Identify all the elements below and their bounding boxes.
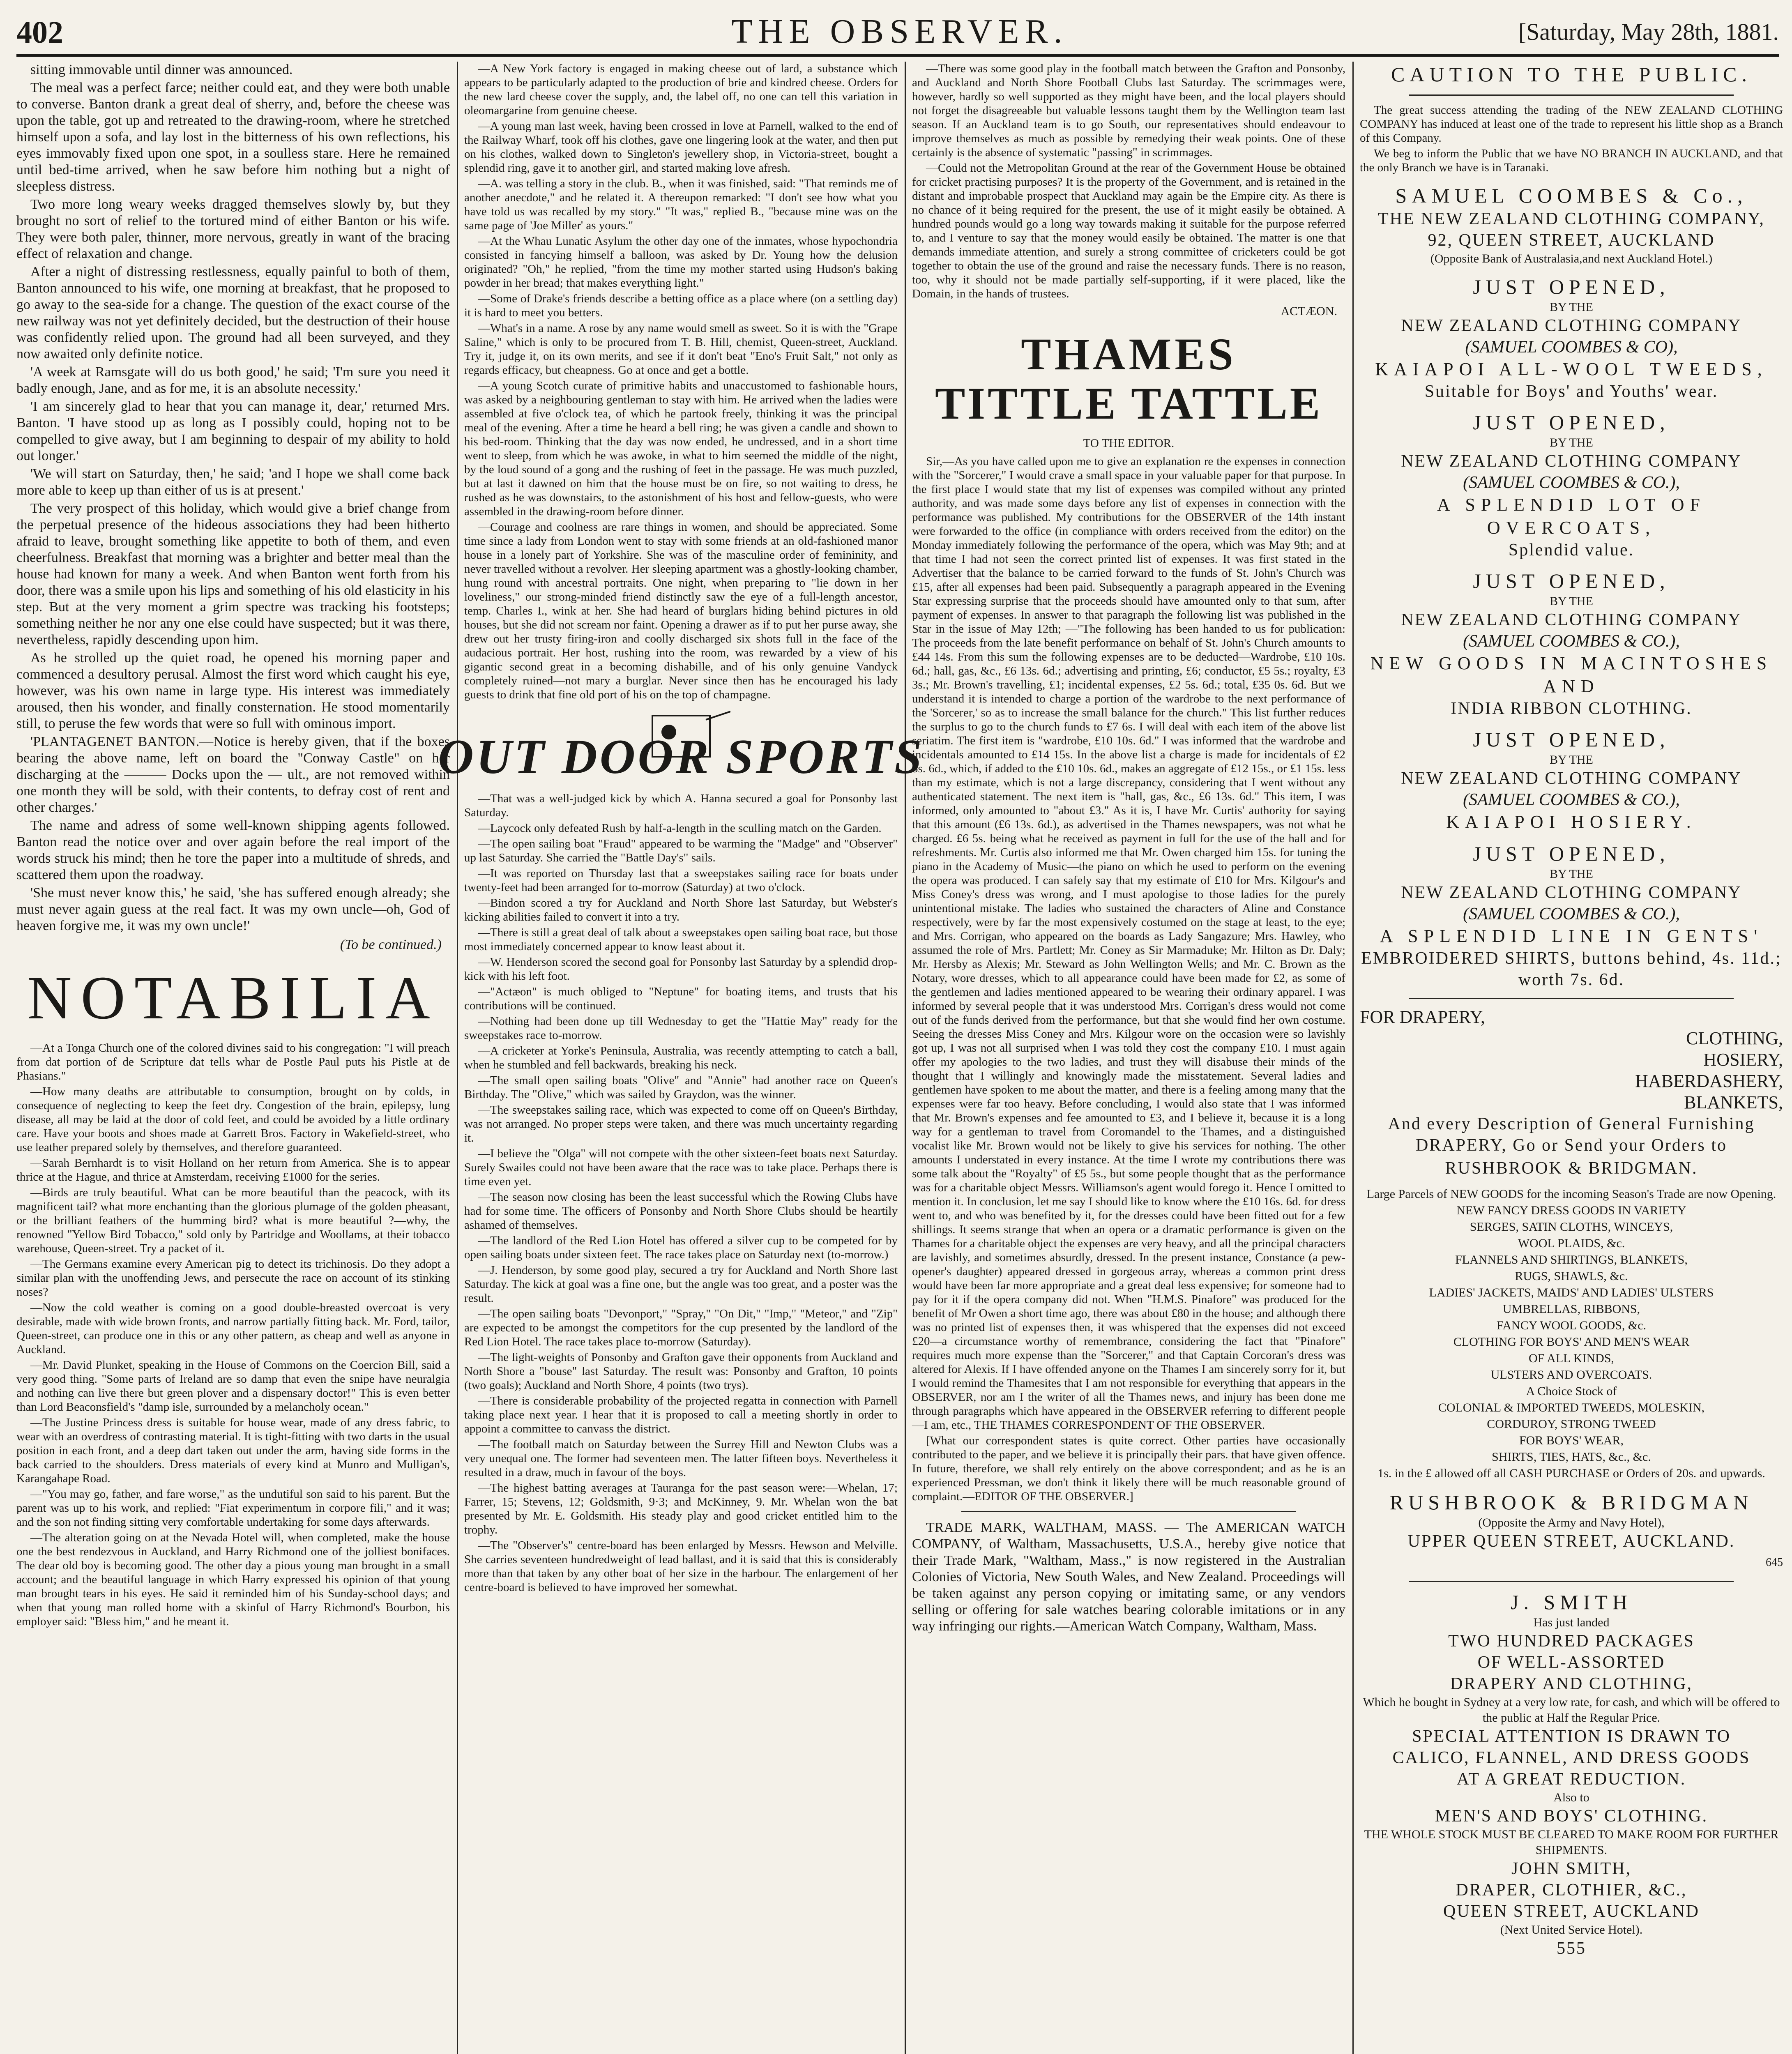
column-1 <box>16 62 450 2054</box>
story-paragraph: After a night of distressing restlessness, equally painful to both of them, Banton announced to his wife, one morning at breakfast, that he proposed to go away to the sea-side for a change. The question of the exact course of the new railway was not yet definitely decided, but the destruction of their house was confidently relied upon. The ground had all been surveyed, and they now awaited only definite notice. <box>16 264 450 362</box>
to-be-continued: (To be continued.) <box>340 937 442 952</box>
just-opened-ad <box>1360 410 1783 561</box>
sports-item: —The football match on Saturday between the Surrey Hill and Newton Clubs was a very unequal one. The former had seventeen men. The latter fifteen boys. Nevertheless it resulted in a draw, much in favour of the boys. <box>464 1438 898 1479</box>
smith-line: CALICO, FLANNEL, AND DRESS GOODS <box>1392 1748 1751 1767</box>
ad-item: NEW GOODS IN MACINTOSHES AND <box>1370 653 1773 696</box>
ad-item: A SPLENDID LINE IN GENTS' <box>1380 926 1763 946</box>
signature-acteon: ACTÆON. <box>1281 304 1337 318</box>
sports-item: —There is still a great deal of talk about a sweepstakes open sailing boat race, but those most immediately concerned appear to know least about it. <box>464 926 898 953</box>
smith-line: DRAPERY AND CLOTHING, <box>1450 1674 1693 1693</box>
misc-item: —A. was telling a story in the club. B., when it was finished, said: "That reminds me of another anecdote," and he related it. A thereupon remarked: "I don't see how what you have told us was recalled by my story." "It was," replied B., "because mine was on the same page of 'Joe Miller' as yours." <box>464 177 898 232</box>
to-the-editor: TO THE EDITOR. <box>1083 437 1175 450</box>
smith-line: Also to <box>1553 1791 1589 1804</box>
ad-sub: (SAMUEL COOMBES & CO.), <box>1463 632 1680 651</box>
drapery-goods-line: SHIRTS, TIES, HATS, &c., &c. <box>1492 1450 1651 1464</box>
letter-paragraph: Sir,—As you have called upon me to give an explanation re the expenses in connection with the "Sorcerer," I would crave a small space in your valuable paper for that purpose. In the first place I would state that my list of expenses was compiled without any printed authority, and was made some days before any list of expenses in connection with the performance was published. My contributions for the OBSERVER of the 14th instant were forwarded to the office (in compliance with orders received from the editor) on the Monday immediately following the performance of the opera, which was May 9th; and at that time I had not seen the correct printed list of expenses. It was first stated in the Advertiser that the balance to be carried forward to the funds of St. John's Church was £15, after all expenses had been paid. Subsequently a paragraph appeared in the Evening Star expressing surprise that the proceeds should have amounted only to that sum, after payment of expenses. In answer to that paragraph the following list was published in the Star in the issue of May 12th; —"The following has been handed to us for publication: The proceeds from the late benefit performance on behalf of St. John's Church amounts to £44 14s. From this sum the following expenses are to be deducted—Wardrobe, £10 10s. 6d.; hall, gas, &c., £6 13s. 6d.; advertising and printing, £6; conductor, £5 5s.; royalty, £3 3s.; Mr. Brown's travelling, £1; incidental expenses, £2 5s. 6d.; total, £35 0s. 6d. But we understand it is intended to charge a portion of the wardrobe to the next performance of the 'Sorcerer,' so as to increase the small balance for the church." This list further reduces the surplus to go to the church funds to £7 6s. I will deal with each item of the above list seriatim. The first item is "wardrobe, £10 10s. 6d." I was informed that the wardrobe and incidentals amounted to £14 15s. In the above list a charge is made for incidentals of £2 5s. 6d., which, if added to the £10 10s. 6d., makes an aggregate of £12 15s., or £1 15s. less than my estimate, which is not a large discrepancy, considering that I went without any authenticated statement. The next item is "hall, gas, &c., £6 13s. 6d." This item, I was informed, only amounted to "about £3." As it is, I have Mr. Curtis' authority for saying that this amount (£6 13s. 6d.), as advertised in the Thames newspapers, was not what he charged. £6 5s. being what he received as payment in full for the use of the hall and for refreshments. Mr. Curtis also informed me that Mr. Owen charged him 15s. for tuning the piano in the Academy of Music—the piano on which he used to perform on the evening the opera was produced. I can safely say that my estimate of £10 for Mrs. Kilgour's and Miss Coney's dress was wrong, and I must apologise to those ladies for the purely unintentional mistake. The ladies who sustained the characters of Aline and Constance respectively, were by far the most expensively costumed on the stage at least, to the eye; and Mrs. Corrigan, who appeared on the boards as Lady Sangazure; Mrs. Hawley, who assumed the role of Mrs. Partlett; Mr. Coney as Sir Marmaduke; Mr. Hilton as Dr. Daly; Mr. Hersby as Alexis; Mr. Steward as John Wellington Wells; and Mr. C. Brown as the Notary, wore dresses, which to all appearance could have been made for £2, as some of the gentlemen and ladies mentioned appeared to be wearing their ordinary apparel. I was informed by several people that it was understood Mrs. Corrigan's dress would not come out of the funds derived from the performance, but that she would find her own costume. Seeing the dresses Miss Coney and Mrs. Kilgour wore on the occasion were so lavishly got up, I was not all surprised when I was told they cost the company £10. I must again offer my apologies to the two ladies, and trust they will disabuse their minds of the thought that I willingly and knowingly made the misstatement. Several ladies and gentlemen have spoken to me about the matter, and there is a feeling among many that the expenses were far too heavy. Before concluding, I would also state that I was informed that Mr. Brown's expenses and fee amounted to £3, and I believe it, because it is a long way for a gentleman to travel from Coromandel to the Thames, and a distinguished vocalist like Mr. Brown would not be likely to give his services for nothing. The other amounts I understated in every instance. At the time I wrote my contributions there was some talk about the "Royalty" of £5 5s., but some people thought that as the performance was for a charitable object Messrs. Williamson's agent would forego it. Hence I omitted to mention it. In conclusion, let me say I should like to know where the £10 16s. 6d. for dress went to, and who was benefited by it, for the dresses could have been fitted out for a few shillings. It seems strange that when an opera or a dramatic performance is given on the Thames for a charitable object the expenses are very heavy, and all the principal characters are lavishly, and sometimes absurdly, dressed. In the present instance, Constance (a pew-opener's daughter) appeared dressed in gorgeous array, whereas a common print dress would have been far more appropriate and a great deal less expensive; for someone had to pay for it if the opera company did not. When "H.M.S. Pinafore" was produced for the benefit of Mr Owen a short time ago, there was about £80 in the house; and although there was no printed list of expenses then, it was whispered that the expenses did not exceed £20—a circumstance worthy of remembrance, considering the fact that "Pinafore" requires much more expense than the "Sorcerer," and that Captain Corcoran's dress was altered for Alexis. If I have offended anyone on the Thames I am sincerely sorry for it, but I would remind the Thamesites that I am not responsible for everything that appears in the OBSERVER, nor am I the writer of all the Thames news, and injury has been done me through paragraphs which have appeared in the OBSERVER referring to different people—I am, etc., THE THAMES CORRESPONDENT OF THE OBSERVER. <box>912 455 1345 1432</box>
drapery-goods-line: NEW FANCY DRESS GOODS IN VARIETY <box>1456 1204 1686 1217</box>
notabilia-item: —How many deaths are attributable to consumption, brought on by colds, in consequence of neglecting to keep the feet dry. Congestion of the brain, epilepsy, lung disease, all may be laid at the door of cold feet, and could be avoided by a little ordinary care. Have your boots and shoes made at Garrett Bros. Factory in Wakefield-street, who use leather prepared solely by themselves, and therefore guaranteed. <box>16 1085 450 1154</box>
divider <box>1409 998 1734 999</box>
story-paragraph: The very prospect of this holiday, which would give a brief change from the perpetual presence of the hideous associations they had been hitherto afraid to leave, brought something like appetite to both of them, and even cheerfulness. Breakfast that morning was a brighter and better meal than the house had known for many a week. And when Banton went forth from his door, there was a smile upon his lips and something of his old elasticity in his step. But at the very moment a grim spectre was tracking his footsteps; something neither he nor any one else could have suspected; but it was there, nevertheless, rapidly descending upon him. <box>16 501 450 647</box>
smith-line: (Next United Service Hotel). <box>1500 1923 1643 1937</box>
drapery-line: BLANKETS, <box>1684 1092 1783 1112</box>
notabilia-item: —The Germans examine every American pig to detect its trichinosis. Do they adopt a similar plan with the unoffending Jews, and persecute the race on account of its stinking noses? <box>16 1257 450 1299</box>
sports-items <box>464 792 898 1594</box>
drapery-goods-line: CLOTHING FOR BOYS' AND MEN'S WEAR <box>1453 1335 1690 1349</box>
ad-head: JUST OPENED, <box>1473 275 1670 298</box>
column-2 <box>438 62 924 2054</box>
caution-paragraph: The great success attending the trading of the NEW ZEALAND CLOTHING COMPANY has induced at least one of the trade to represent his little shop as a Branch of this Company. <box>1360 104 1783 145</box>
ad-extra: EMBROIDERED SHIRTS, buttons behind, 4s. 11d.; worth 7s. 6d. <box>1361 949 1782 989</box>
ad-co: NEW ZEALAND CLOTHING COMPANY <box>1401 452 1742 471</box>
masthead-title: THE OBSERVER. <box>731 12 1068 51</box>
smith-line: Which he bought in Sydney at a very low rate, for cash, and which will be offered to the public at Half the Regular Price. <box>1363 1695 1780 1725</box>
sports-item: —A cricketer at Yorke's Peninsula, Australia, was recently attempting to catch a ball, when he stumbled and fell backwards, breaking his neck. <box>464 1044 898 1071</box>
smith-line: TWO HUNDRED PACKAGES <box>1448 1632 1695 1651</box>
thames-tittle-tattle-banner <box>912 329 1345 428</box>
notabilia-item: —Sarah Bernhardt is to visit Holland on her return from America. She is to appear thrice at the Hague, and thrice at Amsterdam, receiving £1000 for the series. <box>16 1156 450 1184</box>
story-paragraph: 'I am sincerely glad to hear that you can manage it, dear,' returned Mrs. Banton. 'I have stood up as long as I possibly could, hoping not to be compelled to give away, but I am beginning to despair of my ability to hold out longer.' <box>16 399 450 463</box>
outdoor-sports-title: OUT DOOR SPORTS <box>438 729 924 784</box>
drapery-goods-line: ULSTERS AND OVERCOATS. <box>1490 1368 1652 1382</box>
misc-item: —What's in a name. A rose by any name would smell as sweet. So it is with the "Grape Saline," which is only to be procured from T. B. Hill, chemist, Queen-street, Auckland. Try it, judge it, on its own merits, and see if it don't beat "Eno's Fruit Salt," not only as regards efficacy, but cheapness. Go at once and get a bottle. <box>464 322 898 377</box>
sports-continued <box>912 62 1345 301</box>
drapery-goods-line: FLANNELS AND SHIRTINGS, BLANKETS, <box>1455 1253 1688 1266</box>
column-4 <box>1360 62 1783 2054</box>
coombes-location: (Opposite Bank of Australasia,and next Auckland Hotel.) <box>1430 252 1713 265</box>
ad-head: JUST OPENED, <box>1473 728 1670 751</box>
sports-item: —The highest batting averages at Tauranga for the past season were:—Whelan, 17; Farrer, 15; Stevens, 12; Goldsmith, 9·3; and McKinney, 9. Mr. Whelan won the bat presented by Mr. E. Goldsmith. His steady play and good cricket entitled him to the trophy. <box>464 1481 898 1536</box>
ad-sub: (SAMUEL COOMBES & CO.), <box>1463 790 1680 809</box>
misc-item: —A young man last week, having been crossed in love at Parnell, walked to the end of the Railway Wharf, took off his clothes, gave one lingering look at the water, and then put on his clothes, walked down to Singleton's jewellery shop, in Victoria-street, bought a splendid ring, gave it to another girl, and started making love afresh. <box>464 120 898 175</box>
ad-co: NEW ZEALAND CLOTHING COMPANY <box>1401 316 1742 335</box>
ad-by: BY THE <box>1550 594 1593 608</box>
drapery-goods-line: WOOL PLAIDS, &c. <box>1518 1237 1625 1250</box>
caution-heading: CAUTION TO THE PUBLIC. <box>1391 63 1752 86</box>
misc-item: —At the Whau Lunatic Asylum the other day one of the inmates, whose hypochondria consisted in fancying himself a balloon, was asked by Dr. Young how the delusion originated? "Oh," he replied, "from the time my mother started using Hudson's baking powder in her bread; that makes everything light." <box>464 235 898 290</box>
rushbrook-address: UPPER QUEEN STREET, AUCKLAND. <box>1407 1532 1735 1551</box>
drapery-goods-line: FOR BOYS' WEAR, <box>1519 1434 1624 1447</box>
ad-sub: (SAMUEL COOMBES & CO), <box>1465 338 1678 357</box>
sports-item: —The light-weights of Ponsonby and Grafton gave their opponents from Auckland and North Shore a "bouse" last Saturday. The result was: Ponsonby and Grafton, 10 points (two goals); Auckland and North Shore, 4 points (two trys). <box>464 1351 898 1392</box>
drapery-paragraph: And every Description of General Furnishing DRAPERY, Go or Send your Orders to <box>1388 1115 1755 1155</box>
issue-date: [Saturday, May 28th, 1881. <box>1518 18 1779 45</box>
smith-line: MEN'S AND BOYS' CLOTHING. <box>1435 1807 1708 1826</box>
sports-item: —J. Henderson, by some good play, secured a try for Auckland and North Shore last Saturday. The kick at goal was a fine one, but the angle was too great, and a poster was the result. <box>464 1264 898 1305</box>
drapery-ad <box>1360 1006 1783 1113</box>
sports-item: —The season now closing has been the least successful which the Rowing Clubs have had for some time. The officers of Ponsonby and North Shore Clubs should be heartily ashamed of themselves. <box>464 1190 898 1232</box>
divider <box>1409 1581 1734 1582</box>
notabilia-item: —At a Tonga Church one of the colored divines said to his congregation: "I will preach from dat portion of de Scripture dat tells whar de Postle Paul puts his Pistle at de Phasians." <box>16 1041 450 1082</box>
story-paragraph: sitting immovable until dinner was announced. <box>30 62 293 77</box>
ad-by: BY THE <box>1550 300 1593 314</box>
sports-item: —It was reported on Thursday last that a sweepstakes sailing race for boats under twenty-feet had been arranged for to-morrow (Saturday) at two o'clock. <box>464 867 898 894</box>
notabilia-item: —Birds are truly beautiful. What can be more beautiful than the peacock, with its magnificent tail? what more enchanting than the glorious plumage of the golden pheasant, or the brilliant feathers of the humming bird? what is more beautiful ?—why, the renowned "Yellow Bird Tobacco," sold only by Partridge and Woollams, at their tobacco warehouse, Queen-street. Try a packet of it. <box>16 1186 450 1255</box>
drapery-goods-line: SERGES, SATIN CLOTHS, WINCEYS, <box>1470 1220 1673 1234</box>
drapery-goods-list <box>1360 1186 1783 1481</box>
ad-extra: Splendid value. <box>1508 541 1635 560</box>
header-rule <box>16 54 1779 57</box>
story-continuation <box>16 62 450 934</box>
ad-head: JUST OPENED, <box>1473 842 1670 865</box>
sports-item: —I believe the "Olga" will not compete with the other sixteen-feet boats next Saturday. Surely Swailes could not have been aware that the race was to take place. Perhaps there is time even yet. <box>464 1147 898 1188</box>
ad-item: KAIAPOI ALL-WOOL TWEEDS, <box>1375 359 1768 379</box>
drapery-goods-line: RUGS, SHAWLS, &c. <box>1515 1269 1628 1283</box>
drapery-line: CLOTHING, <box>1686 1028 1783 1048</box>
drapery-goods-line: OF ALL KINDS, <box>1528 1352 1615 1365</box>
story-paragraph: Two more long weary weeks dragged themselves slowly by, but they brought no sort of relief to the tortured mind of either Banton or his wife. They were both paler, thinner, more nervous, greatly in want of the bracing effect of relaxation and change. <box>16 197 450 261</box>
trade-mark-notice: TRADE MARK, WALTHAM, MASS. — The AMERICAN WATCH COMPANY, of Waltham, Massachusetts, U.S.A., hereby give notice that their Trade Mark, "Waltham, Mass.," is now registered in the Australian Colonies of Victoria, New South Wales, and New Zealand. Proceedings will be taken against any person copying or imitating same, or any vendors selling or offering for sale watches bearing colorable imitations or in any way infringing our rights.—American Watch Company, Waltham, Mass. <box>912 1520 1345 1634</box>
story-paragraph: 'PLANTAGENET BANTON.—Notice is hereby given, that if the boxes bearing the above name, left on board the "Conway Castle" on her discharging at the ——— Docks upon the — ult., are not removed within one month they will be sold, with their contents, to defray cost of rent and other charges.' <box>16 734 450 815</box>
outdoor-sports-banner <box>438 712 924 784</box>
notabilia-title: NOTABILIA <box>27 964 439 1032</box>
smith-line: 555 <box>1557 1939 1586 1958</box>
outdoor-sports-illustration <box>438 712 924 784</box>
column-divider <box>905 62 906 2054</box>
drapery-goods-line: LADIES' JACKETS, MAIDS' AND LADIES' ULSTERS <box>1429 1286 1714 1299</box>
sports-item: —There was some good play in the football match between the Grafton and Ponsonby, and Auckland and North Shore Football Clubs last Saturday. The scrimmages were, however, hardly so well supported as they might have been, and the local players should not forget the disagreeable but valuable lessons taught them by the Wellington team last season. If an Auckland team is to go South, our representatives should endeavour to improve themselves as much as possible by remedying their weak points. One of these certainly is the absence of systematic "passing" in scrimmages. <box>912 62 1345 159</box>
drapery-line: FOR DRAPERY, <box>1360 1007 1485 1027</box>
sports-item: —The "Observer's" centre-board has been enlarged by Messrs. Hewson and Melville. She carries seventeen hundredweight of lead ballast, and it is said that this is considerably more than that taken by any other boat of her size in the harbour. The enlargement of her centre-board is believed to have improved her somewhat. <box>464 1539 898 1594</box>
notabilia-items <box>16 1041 450 1628</box>
notabilia-item: —Now the cold weather is coming on a good double-breasted overcoat is very desirable, made with wide brown fronts, and narrow partially fitting back. Mr. Ford, tailor, Queen-street, can produce one in this or any other pattern, as cheap and well as anyone in Auckland. <box>16 1301 450 1356</box>
story-paragraph: The meal was a perfect farce; neither could eat, and they were both unable to converse. Banton drank a great deal of sherry, and, before the cheese was upon the table, got up and retreated to the drawing-room, where he stretched himself upon a sofa, and lay lost in the bitterness of his own reflections, his eyes immovably fixed upon one spot, in a soulless stare. Here he remained until bed-time arrived, when he saw before him nothing but a night of sleepless distress. <box>16 80 450 194</box>
sports-item: —Laycock only defeated Rush by half-a-length in the sculling match on the Garden. <box>478 822 882 835</box>
column-divider <box>457 62 458 2054</box>
just-opened-ad <box>1360 568 1783 719</box>
smith-line: DRAPER, CLOTHIER, &C., <box>1456 1881 1687 1900</box>
coombes-company: THE NEW ZEALAND CLOTHING COMPANY, <box>1378 210 1765 228</box>
smith-line: SPECIAL ATTENTION IS DRAWN TO <box>1412 1727 1731 1746</box>
just-opened-ad <box>1360 727 1783 834</box>
drapery-firm: RUSHBROOK & BRIDGMAN. <box>1445 1159 1698 1178</box>
ad-item: KAIAPOI HOSIERY. <box>1446 812 1697 832</box>
ad-extra: INDIA RIBBON CLOTHING. <box>1451 699 1692 718</box>
drapery-goods-line: 1s. in the £ allowed off all CASH PURCHASE or Orders of 20s. and upwards. <box>1377 1467 1765 1480</box>
tittle-tattle-title: TITTLE TATTLE <box>935 378 1323 428</box>
sports-item: —The small open sailing boats "Olive" and "Annie" had another race on Queen's Birthday. The "Olive," which was sailed by Graydon, was the winner. <box>464 1074 898 1101</box>
drapery-goods-line: CORDUROY, STRONG TWEED <box>1487 1417 1656 1431</box>
column-divider <box>1352 62 1354 2054</box>
page-header <box>16 12 1779 51</box>
smith-line: JOHN SMITH, <box>1511 1859 1631 1878</box>
just-opened-ad <box>1360 841 1783 990</box>
just-opened-ads <box>1360 274 1783 990</box>
story-paragraph: 'She must never know this,' he said, 'she has suffered enough already; she must never again guess at the real fact. It was my own uncle—oh, God of heaven forgive me, it was my own uncle!' <box>16 885 450 933</box>
misc-item: —A New York factory is engaged in making cheese out of lard, a substance which appears to be particularly adapted to the production of brie and kindred cheese. Orders for the new lard cheese cover the supply, and, the label off, no one can tell this variation in oleomargarine from genuine cheese. <box>464 62 898 117</box>
smith-line: THE WHOLE STOCK MUST BE CLEARED TO MAKE ROOM FOR FURTHER SHIPMENTS. <box>1364 1828 1779 1857</box>
notabilia-item: —The alteration going on at the Nevada Hotel will, when completed, make the house one the best rendezvous in Auckland, and Harry Richmond one of the jolliest bonifaces. The dear old boy is becoming good. The other day a pious young man brought in a small account; and the beautiful language in which Harry expressed his opinion of that young man brought tears in his eyes. He said it reminded him of his Sunday-school days; and when that young man rolled home with a skinful of Harry Richmond's Bourbon, his employer said: "Bless him," and he meant it. <box>16 1531 450 1628</box>
drapery-line: HABERDASHERY, <box>1635 1071 1783 1091</box>
sports-item: —The open sailing boats "Devonport," "Spray," "On Dit," "Imp," "Meteor," and "Zip" are expected to be amongst the competitors for the cup presented by the landlord of the Red Lion Hotel. The race takes place to-morrow (Saturday). <box>464 1307 898 1348</box>
misc-item: —A young Scotch curate of primitive habits and unaccustomed to fashionable hours, was asked by a neighbouring gentleman to stay with him. He arrived when the ladies were assembled at five o'clock tea, of which he partook freely, thinking it was the principal meal of the evening. After a time he heard a bell ring; he was given a candle and shown to his bed-room. Thinking that the day was now ended, he undressed, and in a short time went to sleep, from which he was awoke, in what to him seemed the middle of the night, by the loud sound of a gong and the rushing of feet in the passage. He was much puzzled, but at last it dawned on him that the house must be on fire, so not waiting to dress, he rushed as he was downstairs, to the astonishment of his host and fellow-guests, who were assembled in the drawing-room before dinner. <box>464 379 898 518</box>
drapery-line: HOSIERY, <box>1703 1050 1783 1070</box>
story-paragraph: 'A week at Ramsgate will do us both good,' he said; 'I'm sure you need it badly enough, Jane, and as for me, it is an absolute necessity.' <box>16 364 450 396</box>
caution-paragraph: We beg to inform the Public that we have NO BRANCH IN AUCKLAND, and that the only Branch we have is in Taranaki. <box>1360 147 1783 174</box>
ad-head: JUST OPENED, <box>1473 569 1670 592</box>
thames-title: THAMES <box>1021 329 1237 379</box>
ad-co: NEW ZEALAND CLOTHING COMPANY <box>1401 610 1742 629</box>
letter-paragraph: [What our correspondent states is quite correct. Other parties have occasionally contributed to the paper, and we believe it is principally their pars. that have given offence. In future, therefore, we shall rely entirely on the above correspondent; and as he is an experienced Pressman, we don't think it likely there will be much reasonable ground of complaint.—EDITOR OF THE OBSERVER.] <box>912 1434 1345 1503</box>
ad-by: BY THE <box>1550 867 1593 881</box>
ad-extra: Suitable for Boys' and Youths' wear. <box>1424 382 1718 401</box>
sports-item: —There is considerable probability of the projected regatta in connection with Parnell taking place next year. I hear that it is proposed to call a meeting shortly in order to appoint a committee to canvass the district. <box>464 1394 898 1435</box>
smith-ad <box>1360 1615 1783 1959</box>
rushbrook-location: (Opposite the Army and Navy Hotel), <box>1478 1516 1665 1529</box>
sports-item: —The open sailing boat "Fraud" appeared to be warming the "Madge" and "Observer" up last Saturday. She carried the "Battle Day's" sails. <box>464 837 898 864</box>
ad-by: BY THE <box>1550 436 1593 449</box>
sports-item: —Bindon scored a try for Auckland and North Shore last Saturday, but Webster's kicking abilities failed to convert it into a try. <box>464 896 898 923</box>
coombes-address: 92, QUEEN STREET, AUCKLAND <box>1428 231 1715 250</box>
story-paragraph: 'We will start on Saturday, then,' he said; 'and I hope we shall come back more able to keep up than either of us is at present.' <box>16 466 450 498</box>
sports-item: —Could not the Metropolitan Ground at the rear of the Government House be obtained for cricket practising purposes? It is the property of the Government, and is retained in the distant and improbable prospect that Auckland may again be the Empire city. As there is no chance of it being required for the present, the use of it might easily be obtained. A hundred pounds would go a long way towards making it suitable for the purpose referred to, and I venture to say that the money would easily be obtained. The matter is one that demands immediate attention, and surely a strong committee of cricketers could be got together to obtain the use of the ground and raise the necessary funds. There is no reason, too, why it should not be made partially self-supporting, if it were placed, like the Domain, in the hands of trustees. <box>912 161 1345 300</box>
ad-number: 645 <box>1766 1556 1783 1569</box>
drapery-goods-line: Large Parcels of NEW GOODS for the incoming Season's Trade are now Opening. <box>1366 1187 1776 1201</box>
letter-to-editor <box>912 454 1345 1504</box>
ad-by: BY THE <box>1550 753 1593 767</box>
smith-line: QUEEN STREET, AUCKLAND <box>1443 1902 1700 1921</box>
story-paragraph: As he strolled up the quiet road, he opened his morning paper and commenced a desultory perusal. Almost the first word which caught his eye, however, was his own name in large type. His interest was immediately aroused, then his wonder, and finally consternation. He stood momentarily still, to peruse the few words that were so full with ominous import. <box>16 650 450 731</box>
just-opened-ad <box>1360 274 1783 402</box>
ad-sub: (SAMUEL COOMBES & CO.), <box>1463 473 1680 492</box>
misc-items <box>464 62 898 702</box>
sports-item: —Nothing had been done up till Wednesday to get the "Hattie May" ready for the sweepstakes race to-morrow. <box>464 1015 898 1042</box>
divider <box>1409 94 1734 96</box>
coombes-name: SAMUEL COOMBES & Co., <box>1395 184 1748 207</box>
ad-head: JUST OPENED, <box>1473 411 1670 434</box>
drapery-goods-line: FANCY WOOL GOODS, &c. <box>1496 1319 1647 1332</box>
ad-sub: (SAMUEL COOMBES & CO.), <box>1463 905 1680 923</box>
sports-item: —The landlord of the Red Lion Hotel has offered a silver cup to be competed for by open sailing boats under sixteen feet. The race takes place on Saturday next (to-morrow.) <box>464 1234 898 1261</box>
smith-line: AT A GREAT REDUCTION. <box>1456 1770 1686 1789</box>
drapery-goods-line: COLONIAL & IMPORTED TWEEDS, MOLESKIN, <box>1438 1401 1705 1414</box>
smith-heading: J. SMITH <box>1510 1591 1633 1614</box>
sports-item: —"Actæon" is much obliged to "Neptune" for boating items, and trusts that his contributions will be continued. <box>464 985 898 1012</box>
notabilia-item: —Mr. David Plunket, speaking in the House of Commons on the Coercion Bill, said a very good thing. "Some parts of Ireland are so damp that even the snipe have neuralgia and nothing can live there but green plover and a dispensary doctor!" This is even better than Lord Beaconsfield's "damp isle, surrounded by a melancholy ocean." <box>16 1359 450 1414</box>
ad-co: NEW ZEALAND CLOTHING COMPANY <box>1401 883 1742 902</box>
smith-line: Has just landed <box>1533 1616 1610 1629</box>
page-number: 402 <box>16 15 63 50</box>
misc-item: —Some of Drake's friends describe a betting office as a place where (on a settling day) it is hard to meet you betters. <box>464 292 898 319</box>
notabilia-banner <box>16 963 450 1033</box>
column-3 <box>912 62 1345 2054</box>
rushbrook-name: RUSHBROOK & BRIDGMAN <box>1389 1491 1753 1514</box>
ad-item: A SPLENDID LOT OF OVERCOATS, <box>1437 495 1706 538</box>
misc-item: —Courage and coolness are rare things in women, and should be appreciated. Some time since a lady from London went to stay with some friends at an old-fashioned manor house in a lonely part of Yorkshire. She was of the masculine order of femininity, and never travelled without a revolver. Her sleeping apartment was a ghostly-looking chamber, hung round with ancestral portraits. One night, when preparing to "lie down in her loveliness," our strong-minded friend distinctly saw the eye of a full-length ancestor, temp. Charles I., wink at her. She had heard of burglars hiding behind pictures in old houses, but she did not scream nor faint. Opening a drawer as if to put her purse away, she drew out her trusty firing-iron and coolly discharged six shots full in the face of the audacious portrait. Her host, rushing into the room, was rewarded by a view of his gigantic second great in a becoming dishabille, and of his only genuine Vandyck completely ruined—not mary a burglar. Never since then has he encouraged his lady guests to drink that fine old port of his on the top of champagne. <box>464 520 898 701</box>
notabilia-item: —"You may go, father, and fare worse," as the undutiful son said to his parent. But the parent was up to his work, and replied: "Fiat experimentum in corpore fili," and it was; and the son not finding sitting very comfortable undertaking for some days afterwards. <box>16 1488 450 1529</box>
sports-item: —The sweepstakes sailing race, which was expected to come off on Queen's Birthday, was not arranged. No proper steps were taken, and there was much uncertainty regarding it. <box>464 1103 898 1144</box>
story-paragraph: The name and adress of some well-known shipping agents followed. Banton read the notice over and over again before the real import of the words struck his mind; then he tore the paper into a multitude of shreds, and scattered them upon the roadway. <box>16 818 450 882</box>
divider <box>961 1511 1296 1512</box>
ad-co: NEW ZEALAND CLOTHING COMPANY <box>1401 769 1742 788</box>
drapery-goods-line: A Choice Stock of <box>1526 1384 1617 1398</box>
drapery-goods-line: UMBRELLAS, RIBBONS, <box>1502 1302 1640 1316</box>
sports-item: —That was a well-judged kick by which A. Hanna secured a goal for Ponsonby last Saturday. <box>464 792 898 819</box>
smith-line: OF WELL-ASSORTED <box>1477 1653 1665 1672</box>
sports-item: —W. Henderson scored the second goal for Ponsonby last Saturday by a splendid drop-kick with his left foot. <box>464 956 898 983</box>
notabilia-item: —The Justine Princess dress is suitable for house wear, made of any dress fabric, to wear with an overdress of contrasting material. It is tight-fitting with two darts in the usual position in each front, and a deep dart taken out under the arm, having side forms in the back carried to the shoulders. Dress materials of every kind at Munro and Mulligan's, Karangahape Road. <box>16 1416 450 1485</box>
